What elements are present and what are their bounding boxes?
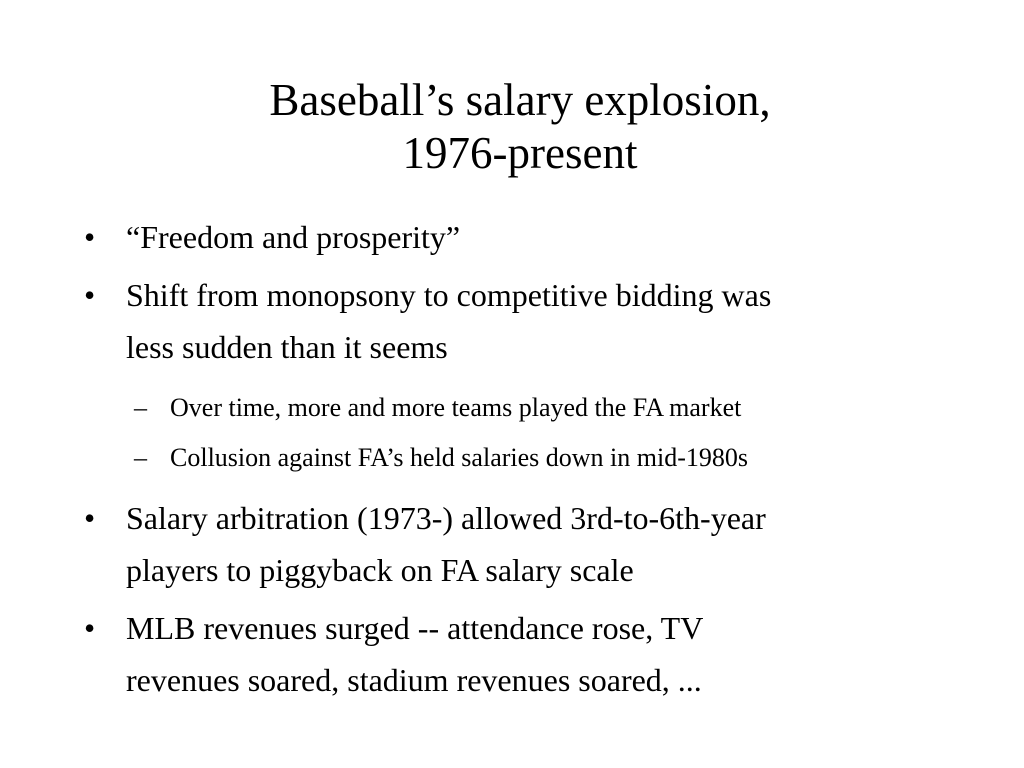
- bullet-icon: •: [84, 277, 96, 313]
- sub-item-text: Over time, more and more teams played the FA market: [170, 393, 742, 422]
- title-line-1: Baseball’s salary explosion,: [269, 75, 771, 125]
- bullet-icon: •: [84, 610, 96, 646]
- bullet-text-line-2: revenues soared, stadium revenues soared, ...: [126, 662, 702, 698]
- dash-icon: –: [134, 393, 147, 422]
- sub-item-text: Collusion against FA’s held salaries down in mid-1980s: [170, 443, 748, 472]
- slide-title: [0, 74, 1024, 180]
- bullet-text-line-1: Shift from monopsony to competitive bidding was: [126, 277, 772, 313]
- bullet-icon: •: [84, 219, 96, 255]
- bullet-text-line-1: Salary arbitration (1973-) allowed 3rd-to-6th-year: [126, 500, 766, 536]
- sub-item-fa-market: [84, 390, 984, 426]
- bullet-list: [84, 211, 984, 712]
- dash-icon: –: [134, 443, 147, 472]
- title-line-2: 1976-present: [402, 128, 638, 178]
- bullet-item-freedom: [84, 211, 984, 263]
- bullet-text: “Freedom and prosperity”: [126, 219, 461, 255]
- sub-item-collusion: [84, 440, 984, 476]
- bullet-text-line-2: less sudden than it seems: [126, 329, 448, 365]
- bullet-text-line-1: MLB revenues surged -- attendance rose, TV: [126, 610, 704, 646]
- bullet-item-arbitration: [84, 492, 984, 596]
- bullet-icon: •: [84, 500, 96, 536]
- bullet-text-line-2: players to piggyback on FA salary scale: [126, 552, 634, 588]
- bullet-item-shift: [84, 269, 984, 373]
- bullet-item-revenues: [84, 602, 984, 706]
